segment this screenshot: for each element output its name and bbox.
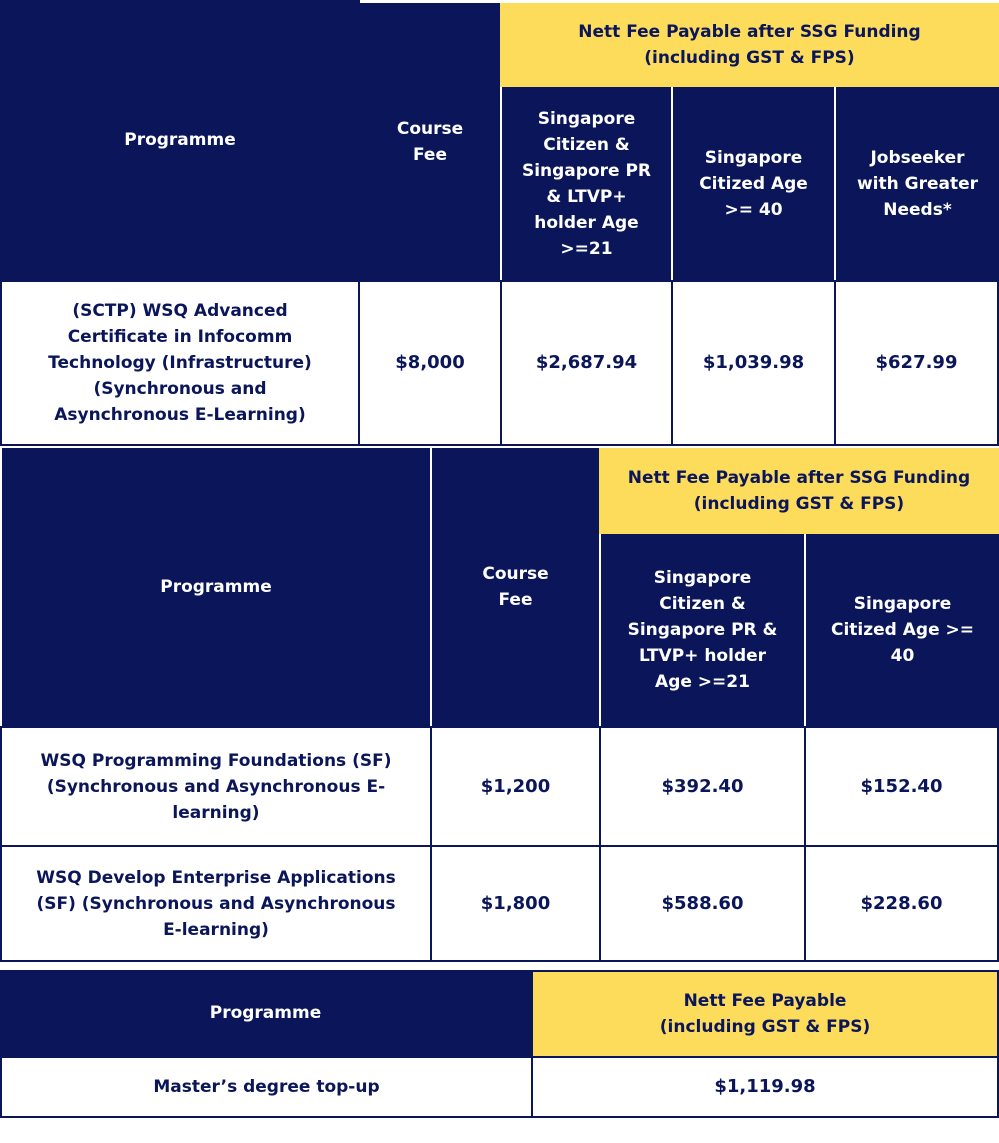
table-row-jobseeker-fee: $627.99 — [834, 280, 999, 446]
table2-citizen-pr-label: Singapore Citizen & Singapore PR & LTVP+ holder Age >=21 — [627, 568, 778, 692]
table-row-programme: (SCTP) WSQ Advanced Certificate in Infocomm Technology (Infrastructure) (Synchronous and Asynchronous E-Learning) — [0, 280, 360, 446]
fee-table-sctp — [0, 0, 999, 446]
fee-table-masters — [0, 970, 999, 1118]
table1-nett-fee-title: Nett Fee Payable after SSG Funding (including GST & FPS) — [578, 22, 921, 68]
table1-jobseeker-label: Jobseeker with Greater Needs* — [856, 147, 979, 220]
table2-header-age40 — [804, 534, 999, 726]
table1-header-age40 — [671, 87, 834, 280]
table-row-citizen-pr-fee: $2,687.94 — [500, 280, 673, 446]
table-row-programme: WSQ Programming Foundations (SF) (Synchronous and Asynchronous E- learning) — [0, 726, 432, 847]
table2-nett-fee-banner — [599, 448, 999, 534]
table1-course-fee-label: Course Fee — [396, 118, 464, 165]
table-row-programme: Master’s degree top-up — [0, 1056, 533, 1118]
table-row-course-fee: $8,000 — [358, 280, 502, 446]
table1-header-course-fee — [360, 3, 500, 280]
table1-header-citizen-pr — [500, 87, 671, 280]
table-row-age40-fee: $228.60 — [804, 845, 999, 962]
table3-header-programme — [0, 970, 531, 1056]
table1-header-programme — [0, 0, 360, 280]
table-row-age40-fee: $1,039.98 — [671, 280, 836, 446]
table-row-course-fee: $1,800 — [430, 845, 601, 962]
table2-header-programme — [2, 448, 430, 726]
table-row-course-fee: $1,200 — [430, 726, 601, 847]
table2-age40-label: Singapore Citized Age >= 40 — [830, 594, 975, 666]
table-row-citizen-pr-fee: $392.40 — [599, 726, 806, 847]
table3-nett-fee-title: Nett Fee Payable (including GST & FPS) — [659, 991, 871, 1037]
table1-header-jobseeker — [834, 87, 999, 280]
table1-nett-fee-banner — [500, 3, 999, 87]
table1-programme-label: Programme — [124, 130, 236, 150]
table2-programme-label: Programme — [160, 577, 272, 597]
table3-nett-fee-banner — [531, 970, 999, 1056]
table3-programme-label: Programme — [209, 1003, 322, 1023]
table1-citizen-pr-label: Singapore Citizen & Singapore PR & LTVP+ holder Age >=21 — [521, 108, 652, 259]
table2-course-fee-label: Course Fee — [482, 564, 549, 610]
table-row-programme: WSQ Develop Enterprise Applications (SF) (Synchronous and Asynchronous E-learning) — [0, 845, 432, 962]
table-row-nett-fee: $1,119.98 — [531, 1056, 999, 1118]
table1-age40-label: Singapore Citized Age >= 40 — [699, 147, 808, 220]
table-row-age40-fee: $152.40 — [804, 726, 999, 847]
fee-table-sf — [0, 448, 999, 962]
table-row-citizen-pr-fee: $588.60 — [599, 845, 806, 962]
table2-header-citizen-pr — [599, 534, 804, 726]
table2-nett-fee-title: Nett Fee Payable after SSG Funding (including GST & FPS) — [627, 468, 971, 514]
table2-header-course-fee — [430, 448, 599, 726]
